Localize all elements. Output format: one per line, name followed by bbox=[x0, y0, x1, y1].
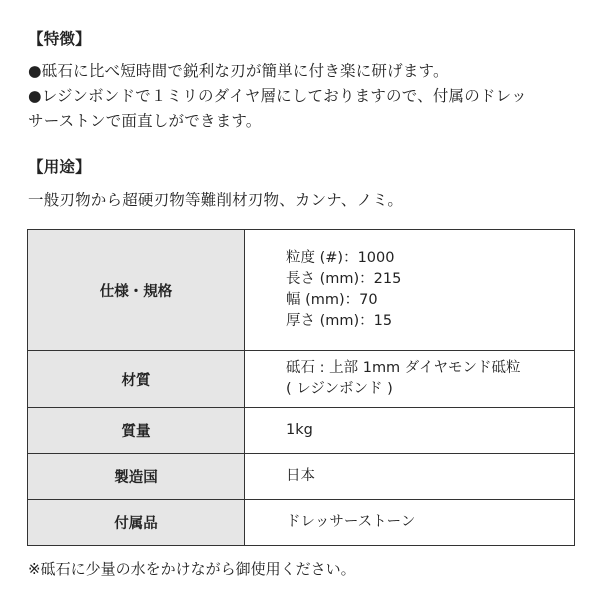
table-row bbox=[28, 408, 575, 454]
weight-value bbox=[245, 408, 575, 454]
spec-value-line: 幅 (mm)：70 bbox=[286, 292, 378, 308]
material-value bbox=[245, 351, 575, 408]
usage-note: ※砥石に少量の水をかけながら御使用ください。 bbox=[28, 560, 356, 578]
table-row bbox=[28, 500, 575, 546]
material-label: 材質 bbox=[28, 351, 245, 408]
weight-label: 質量 bbox=[28, 408, 245, 454]
accessory-label: 付属品 bbox=[28, 500, 245, 546]
spec-value-line: 粒度 (#)：1000 bbox=[286, 250, 395, 266]
spec-table bbox=[27, 229, 575, 546]
material-value-line: ( レジンボンド ) bbox=[286, 381, 393, 397]
usage-text: 一般刃物から超硬刃物等難削材刃物、カンナ、ノミ。 bbox=[28, 191, 404, 209]
origin-value-line: 日本 bbox=[286, 468, 315, 484]
accessory-value bbox=[245, 500, 575, 546]
spec-value-line: 厚さ (mm)：15 bbox=[286, 313, 393, 329]
table-row bbox=[28, 351, 575, 408]
table-row bbox=[28, 454, 575, 500]
feature-line: ●レジンボンドで１ミリのダイヤ層にしておりますので、付属のドレッ bbox=[28, 87, 527, 105]
origin-value bbox=[245, 454, 575, 500]
feature-line: ●砥石に比べ短時間で鋭利な刃が簡単に付き楽に研げます。 bbox=[28, 62, 449, 80]
features-heading: 【特徴】 bbox=[28, 30, 91, 48]
table-row bbox=[28, 230, 575, 351]
spec-label: 仕様・規格 bbox=[28, 230, 245, 351]
accessory-value-line: ドレッサーストーン bbox=[286, 514, 416, 530]
spec-value bbox=[245, 230, 575, 351]
usage-heading: 【用途】 bbox=[28, 158, 91, 176]
feature-line: サーストンで面直しができます。 bbox=[28, 112, 262, 130]
weight-value-line: 1kg bbox=[286, 422, 313, 438]
material-value-line: 砥石 : 上部 1mm ダイヤモンド砥粒 bbox=[286, 360, 521, 376]
spec-value-line: 長さ (mm)：215 bbox=[286, 271, 402, 287]
origin-label: 製造国 bbox=[28, 454, 245, 500]
